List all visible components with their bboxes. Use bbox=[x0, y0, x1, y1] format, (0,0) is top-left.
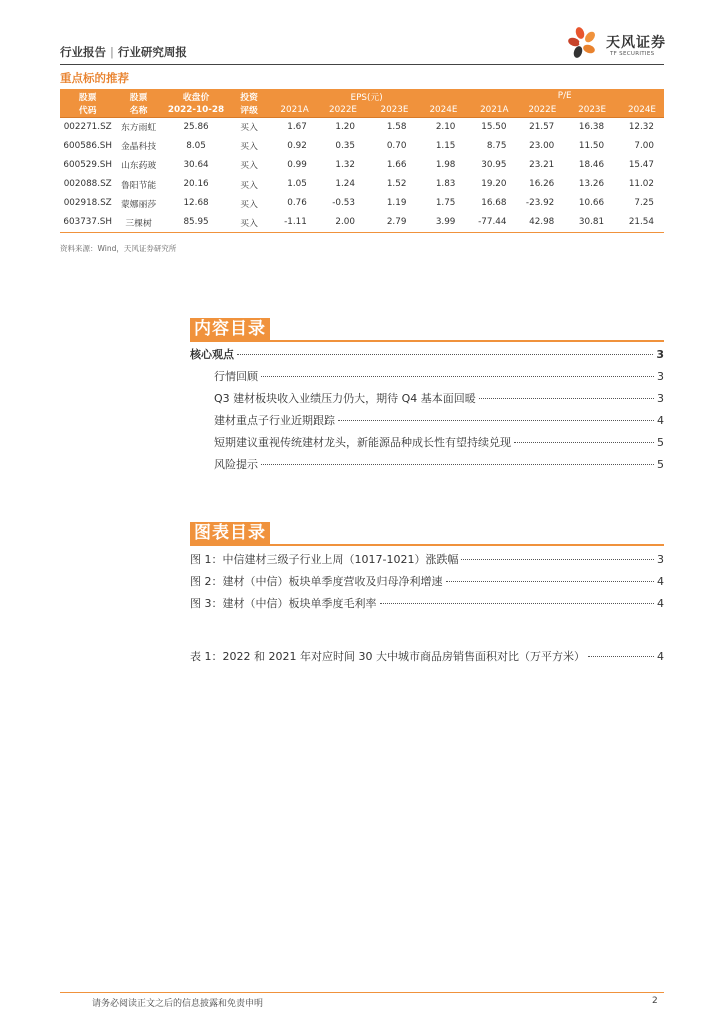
eps-cell: 1.67 bbox=[287, 121, 307, 132]
rating-cell: 买入 bbox=[240, 180, 258, 191]
logo-text-cn: 天风证券 bbox=[606, 35, 666, 51]
figures-title-underline bbox=[190, 544, 664, 546]
eps-cell: 3.99 bbox=[416, 213, 465, 232]
footer-divider bbox=[60, 992, 664, 993]
table-entry-1[interactable] bbox=[190, 648, 664, 664]
toc-entry-market-review[interactable] bbox=[214, 368, 664, 384]
figure-entry-2[interactable] bbox=[190, 573, 664, 589]
header-cell: 2022E bbox=[516, 103, 564, 117]
eps-cell: 1.75 bbox=[435, 198, 456, 209]
pe-cell: 10.66 bbox=[578, 198, 605, 209]
pe-cell: 11.50 bbox=[578, 140, 605, 151]
toc-leader-dots bbox=[261, 376, 654, 377]
figure-entry-text: 图 1：中信建材三级子行业上周（1017-1021）涨跌幅 bbox=[190, 553, 459, 566]
header-divider bbox=[60, 64, 664, 65]
header-cell: 名称 bbox=[115, 103, 161, 117]
pe-cell: 12.32 bbox=[628, 121, 654, 132]
stock-name-cell: 金晶科技 bbox=[120, 142, 157, 153]
header-separator: | bbox=[110, 45, 114, 59]
toc-leader-dots bbox=[588, 656, 654, 657]
logo-text-en: TF SECURITIES bbox=[610, 51, 655, 57]
eps-cell: 1.52 bbox=[386, 179, 407, 190]
stock-code-cell: 002088.SZ bbox=[63, 179, 112, 190]
table-row bbox=[60, 194, 664, 213]
company-logo bbox=[566, 25, 676, 61]
pe-cell: -77.44 bbox=[465, 213, 516, 232]
figure-entry-1[interactable] bbox=[190, 551, 664, 567]
toc-entry-text: 核心观点 bbox=[190, 348, 234, 361]
eps-cell: -0.53 bbox=[332, 198, 355, 209]
table-subheader-row bbox=[60, 103, 664, 117]
pe-cell: 11.02 bbox=[628, 179, 654, 190]
eps-cell: 1.32 bbox=[335, 159, 355, 170]
pe-cell: 13.26 bbox=[578, 179, 605, 190]
pe-cell: 7.00 bbox=[634, 140, 654, 151]
pe-cell: 23.21 bbox=[529, 159, 555, 170]
pe-cell: 30.95 bbox=[481, 159, 507, 170]
stock-code-cell: 002918.SZ bbox=[63, 198, 112, 209]
toc-entry-q3-revenue[interactable] bbox=[214, 390, 664, 406]
figures-title: 图表目录 bbox=[190, 522, 270, 544]
header-cell: 2021A bbox=[465, 103, 516, 117]
figure-entry-text: 图 3：建材（中信）板块单季度毛利率 bbox=[190, 597, 377, 610]
toc-entry-page: 5 bbox=[657, 436, 664, 449]
stock-name-cell: 三棵树 bbox=[115, 213, 161, 232]
toc-entry-text: 短期建议重视传统建材龙头，新能源品种成长性有望持续兑现 bbox=[214, 436, 511, 449]
recommendation-title: 重点标的推荐 bbox=[60, 71, 129, 85]
header-cell: 股票 bbox=[115, 89, 161, 103]
stock-code-cell: 002271.SZ bbox=[63, 121, 112, 132]
header-cell: 2023E bbox=[365, 103, 416, 117]
toc-entry-short-term-advice[interactable] bbox=[214, 434, 664, 450]
pe-cell: 19.20 bbox=[481, 179, 507, 190]
stock-name-cell: 蒙娜丽莎 bbox=[120, 199, 157, 210]
recommendation-table bbox=[60, 89, 664, 233]
toc-entry-text: 行情回顾 bbox=[214, 370, 258, 383]
eps-cell: 1.05 bbox=[287, 179, 307, 190]
rating-cell: 买入 bbox=[230, 213, 267, 232]
eps-cell: 2.00 bbox=[317, 213, 365, 232]
pe-cell: -23.92 bbox=[525, 198, 555, 209]
header-subcategory-label: 行业研究周报 bbox=[117, 45, 187, 59]
header-cell: 2022E bbox=[317, 103, 365, 117]
figure-entry-text: 图 2：建材（中信）板块单季度营收及归母净利增速 bbox=[190, 575, 443, 588]
toc-entry-text: 风险提示 bbox=[214, 458, 258, 471]
page-number: 2 bbox=[652, 996, 658, 1006]
figure-entry-page: 3 bbox=[657, 553, 664, 566]
table-row bbox=[60, 213, 664, 232]
eps-cell: 1.98 bbox=[435, 159, 456, 170]
toc-leader-dots bbox=[479, 398, 654, 399]
toc-entry-page: 5 bbox=[657, 458, 664, 471]
close-price-cell: 30.64 bbox=[183, 159, 209, 170]
eps-cell: 1.83 bbox=[435, 179, 456, 190]
figure-entry-page: 4 bbox=[657, 575, 664, 588]
footer-disclaimer: 请务必阅读正文之后的信息披露和免责申明 bbox=[92, 999, 264, 1009]
rating-cell: 买入 bbox=[240, 161, 258, 172]
header-category-label: 行业报告 bbox=[60, 45, 106, 59]
header-cell: 2024E bbox=[416, 103, 465, 117]
toc-entry-page: 3 bbox=[657, 370, 664, 383]
close-price-cell: 8.05 bbox=[186, 140, 206, 151]
header-cell: 2021A bbox=[268, 103, 317, 117]
stock-name-cell: 山东药玻 bbox=[120, 161, 157, 172]
eps-cell: 2.10 bbox=[435, 121, 456, 132]
header-cell: 评级 bbox=[230, 103, 267, 117]
eps-cell: 1.24 bbox=[335, 179, 355, 190]
pe-cell: 42.98 bbox=[516, 213, 564, 232]
toc-entry-page: 3 bbox=[656, 348, 664, 361]
stock-name-cell: 鲁阳节能 bbox=[120, 180, 157, 191]
header-cell: 2024E bbox=[614, 103, 664, 117]
table-header-row bbox=[60, 89, 664, 103]
rating-cell: 买入 bbox=[240, 123, 258, 134]
pe-cell: 16.26 bbox=[529, 179, 555, 190]
pe-cell: 8.75 bbox=[486, 140, 507, 151]
pe-cell: 21.54 bbox=[614, 213, 664, 232]
table-row bbox=[60, 117, 664, 136]
figure-entry-text: 表 1：2022 和 2021 年对应时间 30 大中城市商品房销售面积对比（万平方米） bbox=[190, 650, 585, 663]
pe-cell: 16.68 bbox=[481, 198, 507, 209]
figure-entry-page: 4 bbox=[657, 597, 664, 610]
toc-leader-dots bbox=[338, 420, 654, 421]
stock-code-cell: 600529.SH bbox=[63, 159, 112, 170]
header-cell: 收盘价 bbox=[162, 89, 231, 103]
eps-cell: 1.66 bbox=[386, 159, 407, 170]
pe-cell: 16.38 bbox=[578, 121, 605, 132]
toc-entry-subsector-tracking[interactable] bbox=[214, 412, 664, 428]
pe-cell: 7.25 bbox=[634, 198, 654, 209]
eps-cell: 1.15 bbox=[435, 140, 456, 151]
header-cell: 股票 bbox=[60, 89, 115, 103]
eps-cell: 1.58 bbox=[386, 121, 407, 132]
header-cell-eps: EPS(元) bbox=[268, 89, 466, 103]
table-row bbox=[60, 175, 664, 194]
toc-entry-core-views[interactable] bbox=[190, 346, 664, 362]
pe-cell: 21.57 bbox=[529, 121, 555, 132]
header-cell: 2023E bbox=[564, 103, 614, 117]
eps-cell: 1.20 bbox=[335, 121, 355, 132]
toc-entry-page: 4 bbox=[657, 414, 664, 427]
pe-cell: 23.00 bbox=[529, 140, 555, 151]
toc-title: 内容目录 bbox=[190, 318, 270, 340]
toc-leader-dots bbox=[446, 581, 655, 582]
toc-leader-dots bbox=[261, 464, 654, 465]
table-row bbox=[60, 136, 664, 155]
flower-logo-icon bbox=[566, 25, 602, 61]
header-cell: 投资 bbox=[230, 89, 267, 103]
toc-leader-dots bbox=[514, 442, 654, 443]
toc-title-underline bbox=[190, 340, 664, 342]
header-cell-pe: P/E bbox=[465, 89, 664, 103]
header-category bbox=[60, 44, 187, 60]
figure-entry-page: 4 bbox=[657, 650, 664, 663]
toc-entry-text: Q3 建材板块收入业绩压力仍大，期待 Q4 基本面回暖 bbox=[214, 392, 476, 405]
eps-cell: 0.35 bbox=[335, 140, 355, 151]
toc-entry-text: 建材重点子行业近期跟踪 bbox=[214, 414, 335, 427]
eps-cell: -1.11 bbox=[268, 213, 317, 232]
stock-code-cell: 600586.SH bbox=[63, 140, 112, 151]
eps-cell: 0.92 bbox=[287, 140, 307, 151]
toc-entry-page: 3 bbox=[657, 392, 664, 405]
rating-cell: 买入 bbox=[240, 142, 258, 153]
rating-cell: 买入 bbox=[240, 199, 258, 210]
figure-entry-3[interactable] bbox=[190, 595, 664, 611]
close-price-cell: 20.16 bbox=[183, 179, 209, 190]
toc-leader-dots bbox=[237, 354, 653, 355]
eps-cell: 0.99 bbox=[287, 159, 307, 170]
close-price-cell: 25.86 bbox=[183, 121, 209, 132]
pe-cell: 18.46 bbox=[578, 159, 605, 170]
close-price-cell: 85.95 bbox=[162, 213, 231, 232]
pe-cell: 15.47 bbox=[628, 159, 654, 170]
close-price-cell: 12.68 bbox=[183, 198, 209, 209]
pe-cell: 15.50 bbox=[481, 121, 507, 132]
eps-cell: 2.79 bbox=[365, 213, 416, 232]
toc-leader-dots bbox=[461, 559, 654, 560]
header-cell: 代码 bbox=[60, 103, 115, 117]
stock-code-cell: 603737.SH bbox=[60, 213, 115, 232]
toc-entry-risk-warning[interactable] bbox=[214, 456, 664, 472]
stock-name-cell: 东方雨虹 bbox=[120, 123, 157, 134]
pe-cell: 30.81 bbox=[564, 213, 614, 232]
eps-cell: 0.70 bbox=[386, 140, 407, 151]
table-row bbox=[60, 155, 664, 174]
eps-cell: 1.19 bbox=[386, 198, 407, 209]
toc-leader-dots bbox=[380, 603, 655, 604]
header-cell: 2022-10-28 bbox=[162, 103, 231, 117]
table-source-note: 资料来源：Wind，天风证券研究所 bbox=[60, 244, 177, 253]
eps-cell: 0.76 bbox=[287, 198, 307, 209]
